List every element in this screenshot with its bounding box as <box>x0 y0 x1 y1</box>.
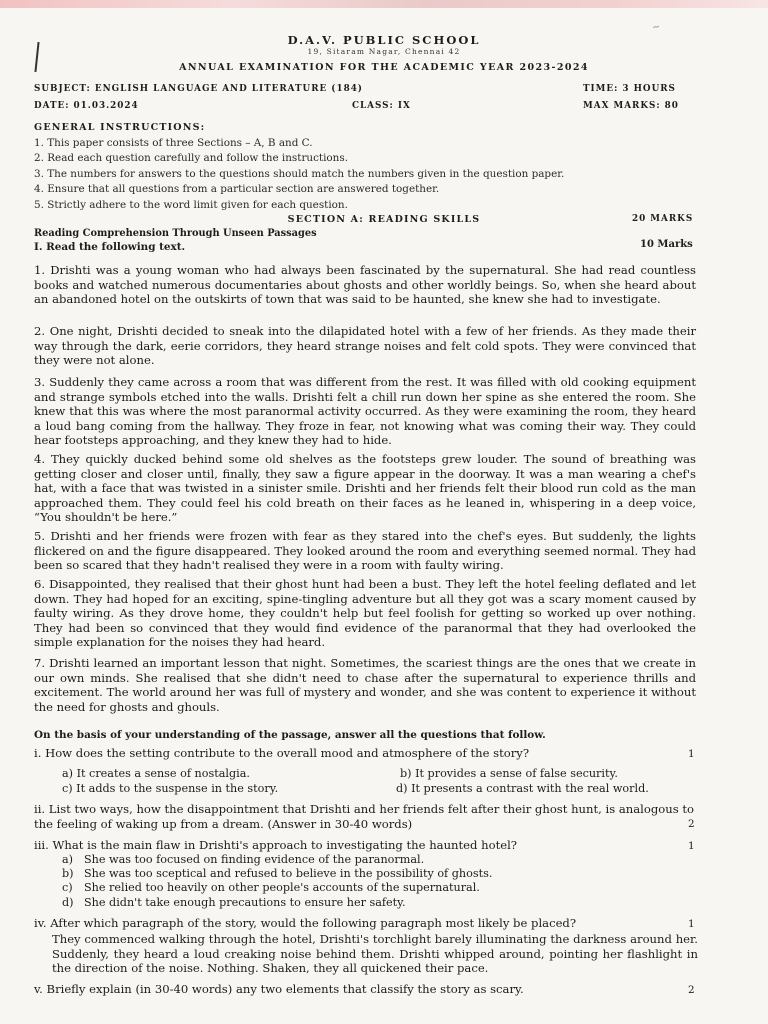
instruction-item: 2. Read each question carefully and follow the instructions. <box>34 152 349 165</box>
general-instructions-title: GENERAL INSTRUCTIONS: <box>34 122 206 133</box>
question-iii-option: d) She didn't take enough precautions to ensure her safety. <box>62 895 406 909</box>
question-iii-option: b) She was too sceptical and refused to believe in the possibility of ghosts. <box>62 867 493 881</box>
passage-paragraph-6: 6. Disappointed, they realised that their ghost hunt had been a bust. They left the hotel feeling deflated and let down. They had hoped for an exciting, spine-tingling adventure but all they got was a scary moment caused by faulty wiring. As they drove home, they couldn't help but feel foolish for getting so worked up over nothing. They had been so convinced that they would find evidence of the paranormal that they had overlooked the simple explanation for the noises they had heard. <box>34 577 696 650</box>
question-i: i. How does the setting contribute to the overall mood and atmosphere of the story? <box>34 746 530 760</box>
question-iii-option: a) She was too focused on finding evidence of the paranormal. <box>62 853 425 866</box>
passage-paragraph-7: 7. Drishti learned an important lesson that night. Sometimes, the scariest things are the ones that we create in our own minds. She realised that she didn't need to chase after the supernatural to experience thrills and excitement. The world around her was full of mystery and wonder, and she was content to experience it without the need for ghosts and ghouls. <box>34 656 696 714</box>
instruction-item: 3. The numbers for answers to the questions should match the numbers given in the question paper. <box>34 167 565 180</box>
question-i-option-b: b) It provides a sense of false security. <box>400 767 618 780</box>
question-iii-options <box>62 853 662 910</box>
question-iv-extract: They commenced walking through the hotel, Drishti's torchlight barely illuminating the darkness around her. Suddenly, they heard a loud creaking noise behind them. Drishti whipped around, pointing her flashlight in the direction of the noise. Nothing. Shaken, they all quickened their pace. <box>52 932 698 976</box>
section-a-marks: 20 MARKS <box>632 214 694 224</box>
question-i-option-a: a) It creates a sense of nostalgia. <box>62 767 250 780</box>
paper-edge-stain <box>0 0 768 8</box>
question-iii-marks: 1 <box>688 840 695 852</box>
question-iv: iv. After which paragraph of the story, would the following paragraph most likely be placed? <box>34 916 577 930</box>
corner-scribble: ~ <box>650 21 662 34</box>
passage-paragraph-4: 4. They quickly ducked behind some old shelves as the footsteps grew louder. The sound of breathing was getting closer and closer until, finally, they saw a figure appear in the doorway. It was a man wearing a chef's hat, with a face that was twisted in a sinister smile. Drishti and her friends felt their blood run cold as the man approached them. They could feel his cold breath on their faces as he leaned in, whispering in a deep voice, “You shouldn't be here.” <box>34 452 696 525</box>
passage-paragraph-2: 2. One night, Drishti decided to sneak into the dilapidated hotel with a few of her friends. As they made their way through the dark, eerie corridors, they heard strange noises and felt cold spots. They were convinced that they were not alone. <box>34 324 696 368</box>
passage-paragraph-5: 5. Drishti and her friends were frozen with fear as they stared into the chef's eyes. But suddenly, the lights flickered on and the figure disappeared. They looked around the room and everything seemed normal. They had been so scared that they hadn't realised they were in a room with faulty wiring. <box>34 529 696 573</box>
passage-paragraph-3: 3. Suddenly they came across a room that was different from the rest. It was filled with old cooking equipment and strange symbols etched into the walls. Drishti felt a chill run down her spine as she entered the room. She knew that this was where the most paranormal activity occurred. As they were examining the room, they heard a loud bang coming from the hallway. They froze in fear, not knowing what was coming their way. They could hear footsteps approaching, and they knew they had to hide. <box>34 375 696 448</box>
passage-paragraph-1: 1. Drishti was a young woman who had always been fascinated by the supernatural. She had read countless books and watched numerous documentaries about ghosts and other worldly beings. So, when she heard about an abandoned hotel on the outskirts of town that was said to be haunted, she knew she had to investigate. <box>34 263 696 307</box>
max-marks-line: MAX MARKS: 80 <box>583 101 679 111</box>
question-i-marks: 1 <box>688 748 695 760</box>
question-v-marks: 2 <box>688 984 695 996</box>
time-line: TIME: 3 HOURS <box>583 84 676 94</box>
question-v: v. Briefly explain (in 30-40 words) any two elements that classify the story as scary. <box>34 982 524 996</box>
question-1-marks: 10 Marks <box>640 239 693 250</box>
questions-instruction: On the basis of your understanding of the passage, answer all the questions that follow. <box>34 729 546 741</box>
exam-title: ANNUAL EXAMINATION FOR THE ACADEMIC YEAR 2023-2024 <box>179 62 589 73</box>
question-iii: iii. What is the main flaw in Drishti's approach to investigating the haunted hotel? <box>34 838 518 852</box>
section-a-title: SECTION A: READING SKILLS <box>287 214 481 225</box>
question-i-option-d: d) It presents a contrast with the real world. <box>396 782 649 795</box>
date-line: DATE: 01.03.2024 <box>34 101 139 111</box>
school-name: D.A.V. PUBLIC SCHOOL <box>287 33 481 47</box>
subject-line: SUBJECT: ENGLISH LANGUAGE AND LITERATURE (184) <box>34 84 363 94</box>
reading-comprehension-title: Reading Comprehension Through Unseen Passages <box>34 228 317 239</box>
question-iv-marks: 1 <box>688 918 695 930</box>
general-instructions-list <box>34 136 694 213</box>
question-iii-option: c) She relied too heavily on other people's accounts of the supernatural. <box>62 881 480 895</box>
class-line: CLASS: IX <box>352 101 411 111</box>
instruction-item: 5. Strictly adhere to the word limit given for each question. <box>34 198 348 211</box>
question-1-title: I. Read the following text. <box>34 241 186 253</box>
question-i-option-c: c) It adds to the suspense in the story. <box>62 782 279 795</box>
question-ii-marks: 2 <box>688 818 695 830</box>
question-ii: ii. List two ways, how the disappointment that Drishti and her friends felt after their ghost hunt, is analogous to the feeling of waking up from a dream. (Answer in 30-40 words) <box>34 802 694 831</box>
instruction-item: 4. Ensure that all questions from a particular section are answered together. <box>34 183 440 196</box>
school-address: 19, Sitaram Nagar, Chennai 42 <box>307 47 461 56</box>
instruction-item: 1. This paper consists of three Sections – A, B and C. <box>34 137 313 149</box>
